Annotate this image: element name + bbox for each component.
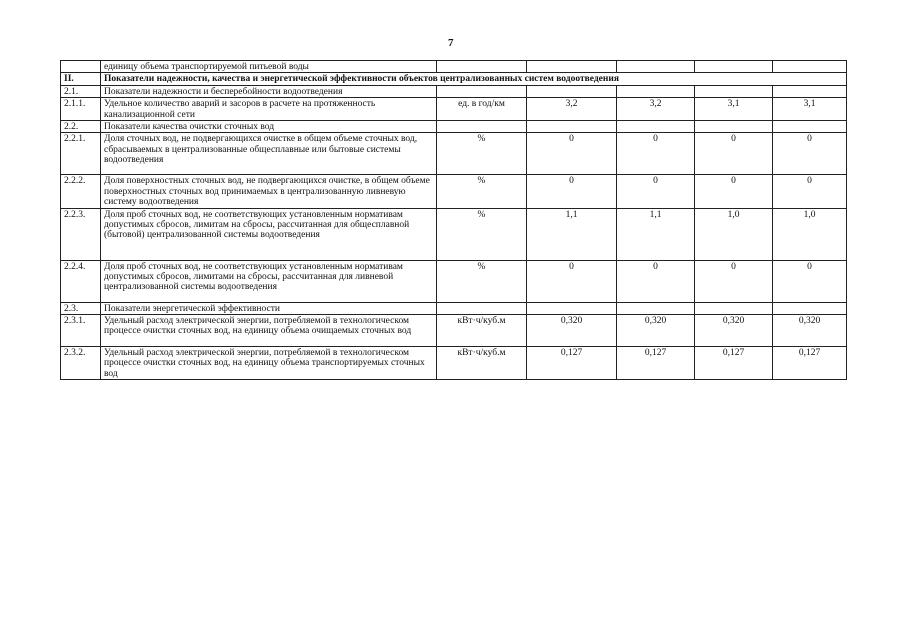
value-cell [695,61,773,73]
value-cell [527,121,617,133]
value-cell [773,61,847,73]
table-row [61,73,847,85]
indicator-name-cell: единицу объема транспортируемой питьевой воды [101,61,437,73]
value-cell: 0 [527,175,617,208]
row-number-cell: 2.3.2. [61,347,101,380]
table-body [61,61,847,380]
row-number-cell: 2.1.1. [61,98,101,121]
table-row [61,85,847,97]
indicator-name-cell: Показатели качества очистки сточных вод [101,121,437,133]
table-row [61,260,847,302]
value-cell: 1,0 [695,208,773,260]
value-cell: 1,1 [617,208,695,260]
value-cell [617,85,695,97]
unit-cell: % [437,208,527,260]
table-row [61,302,847,314]
row-number-cell: 2.3.1. [61,315,101,347]
table-row [61,175,847,208]
value-cell [527,85,617,97]
value-cell: 0,320 [617,315,695,347]
indicator-name-cell: Показатели энергетической эффективности [101,302,437,314]
unit-cell: кВт·ч/куб.м [437,347,527,380]
value-cell: 0,127 [527,347,617,380]
row-number-cell: 2.3. [61,302,101,314]
value-cell [527,61,617,73]
unit-cell [437,302,527,314]
value-cell [773,302,847,314]
value-cell [695,302,773,314]
value-cell: 0 [527,260,617,302]
value-cell: 1,0 [773,208,847,260]
value-cell: 0 [773,175,847,208]
table-row [61,98,847,121]
table-row [61,61,847,73]
row-number-cell: II. [61,73,101,85]
row-number-cell: 2.2. [61,121,101,133]
unit-cell: % [437,175,527,208]
value-cell: 0 [527,133,617,175]
value-cell: 0,320 [773,315,847,347]
value-cell: 0 [695,260,773,302]
value-cell [773,121,847,133]
value-cell: 0,320 [695,315,773,347]
table-row [61,133,847,175]
value-cell [695,121,773,133]
unit-cell: ед. в год/км [437,98,527,121]
unit-cell: % [437,260,527,302]
value-cell [695,85,773,97]
value-cell: 0 [617,260,695,302]
value-cell: 3,2 [617,98,695,121]
indicator-name-cell: Удельное количество аварий и засоров в расчете на протяженность канализационной сети [101,98,437,121]
table-row [61,347,847,380]
table-row [61,121,847,133]
value-cell [617,121,695,133]
unit-cell: % [437,133,527,175]
indicator-name-cell: Показатели надежности и бесперебойности водоотведения [101,85,437,97]
value-cell: 0 [617,133,695,175]
value-cell [527,302,617,314]
unit-cell [437,121,527,133]
value-cell: 0 [695,133,773,175]
value-cell: 0 [617,175,695,208]
value-cell: 0 [773,133,847,175]
value-cell [617,61,695,73]
unit-cell: кВт·ч/куб.м [437,315,527,347]
indicator-name-cell: Доля сточных вод, не подвергающихся очистке в общем объеме сточных вод, сбрасываемых в централизованные общесплавные или бытовые системы водоотведения [101,133,437,175]
indicator-name-cell: Удельный расход электрической энергии, потребляемой в технологическом процессе очистки сточных вод, на единицу объема транспортируемых сточных вод [101,347,437,380]
row-number-cell: 2.2.4. [61,260,101,302]
indicator-name-cell: Доля проб сточных вод, не соответствующих установленным нормативам допустимых сбросов, лимитами на сбросы, рассчитанная для ливневой централизованной системы водоотведения [101,260,437,302]
page-number: 7 [448,37,454,49]
value-cell: 0 [695,175,773,208]
indicators-table [60,60,847,380]
value-cell: 0,127 [617,347,695,380]
value-cell: 0,320 [527,315,617,347]
value-cell: 1,1 [527,208,617,260]
row-number-cell [61,61,101,73]
row-number-cell: 2.2.2. [61,175,101,208]
indicator-name-cell: Удельный расход электрической энергии, потребляемой в технологическом процессе очистки сточных вод, на единицу объема очищаемых сточных вод [101,315,437,347]
row-number-cell: 2.2.3. [61,208,101,260]
value-cell [617,302,695,314]
row-number-cell: 2.2.1. [61,133,101,175]
table-row [61,315,847,347]
value-cell: 0,127 [695,347,773,380]
unit-cell [437,85,527,97]
value-cell: 3,1 [773,98,847,121]
value-cell: 0 [773,260,847,302]
section-title-cell: Показатели надежности, качества и энергетической эффективности объектов централизованных систем водоотведения [101,73,847,85]
table-row [61,208,847,260]
indicator-name-cell: Доля проб сточных вод, не соответствующих установленным нормативам допустимых сбросов, лимитам на сбросы, рассчитанная для общесплавной (бытовой) централизованной системы водоотведения [101,208,437,260]
value-cell: 3,1 [695,98,773,121]
unit-cell [437,61,527,73]
row-number-cell: 2.1. [61,85,101,97]
value-cell [773,85,847,97]
indicator-name-cell: Доля поверхностных сточных вод, не подвергающихся очистке, в общем объеме поверхностных сточных вод принимаемых в централизованную ливневую систему водоотведения [101,175,437,208]
value-cell: 0,127 [773,347,847,380]
value-cell: 3,2 [527,98,617,121]
